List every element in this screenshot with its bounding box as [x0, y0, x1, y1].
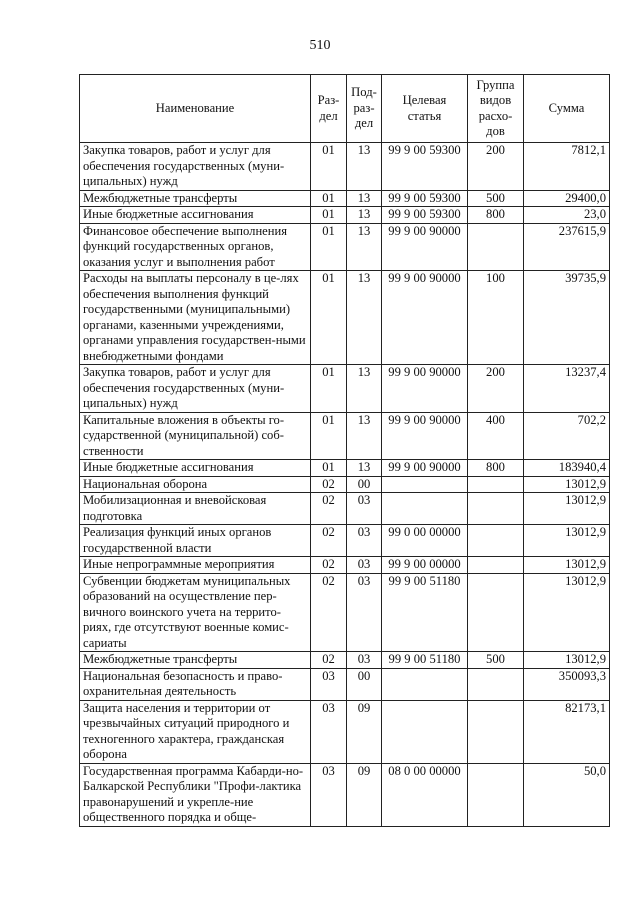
- row-target: 99 9 00 90000: [382, 460, 468, 477]
- row-target: 99 9 00 59300: [382, 207, 468, 224]
- table-row: [80, 223, 610, 271]
- page-number: 510: [309, 38, 331, 53]
- row-subsection: 13: [347, 207, 382, 224]
- row-name: Межбюджетные трансферты: [80, 652, 311, 669]
- row-subsection: 00: [347, 476, 382, 493]
- row-target: 99 9 00 00000: [382, 557, 468, 574]
- row-target: [382, 668, 468, 700]
- row-group: 500: [468, 652, 524, 669]
- row-amount: 13012,9: [524, 652, 610, 669]
- row-group: 200: [468, 365, 524, 413]
- row-group: 100: [468, 271, 524, 365]
- row-group: [468, 476, 524, 493]
- row-name: Субвенции бюджетам муниципальных образований на осуществление пер-вичного воинского учета на террито-риях, где отсутствуют военные комис-сариаты: [80, 573, 311, 652]
- row-target: 99 9 00 51180: [382, 652, 468, 669]
- row-name: Расходы на выплаты персоналу в це-лях обеспечения выполнения функций государственными (муниципальными) органами, казенными учреждениями, органами управления государствен-ными внебюджетными фондами: [80, 271, 311, 365]
- table-row: [80, 365, 610, 413]
- row-name: Национальная безопасность и право-охранительная деятельность: [80, 668, 311, 700]
- row-amount: 702,2: [524, 412, 610, 460]
- row-group: [468, 700, 524, 763]
- table-row: [80, 573, 610, 652]
- row-section: 01: [311, 190, 347, 207]
- row-section: 02: [311, 557, 347, 574]
- row-group: 800: [468, 460, 524, 477]
- row-amount: 237615,9: [524, 223, 610, 271]
- row-subsection: 13: [347, 190, 382, 207]
- row-target: 99 9 00 59300: [382, 190, 468, 207]
- row-subsection: 09: [347, 700, 382, 763]
- table-row: [80, 207, 610, 224]
- row-group: 200: [468, 143, 524, 191]
- row-group: [468, 223, 524, 271]
- row-name: Межбюджетные трансферты: [80, 190, 311, 207]
- row-section: 01: [311, 460, 347, 477]
- row-amount: 23,0: [524, 207, 610, 224]
- row-name: Закупка товаров, работ и услуг для обеспечения государственных (муни-ципальных) нужд: [80, 143, 311, 191]
- row-target: 99 9 00 90000: [382, 223, 468, 271]
- row-subsection: 09: [347, 763, 382, 826]
- row-section: 01: [311, 223, 347, 271]
- table-row: [80, 143, 610, 191]
- row-target: 99 9 00 59300: [382, 143, 468, 191]
- row-amount: 29400,0: [524, 190, 610, 207]
- table-row: [80, 493, 610, 525]
- row-group: 800: [468, 207, 524, 224]
- row-section: 03: [311, 700, 347, 763]
- row-name: Национальная оборона: [80, 476, 311, 493]
- row-subsection: 03: [347, 573, 382, 652]
- row-subsection: 03: [347, 652, 382, 669]
- table-row: [80, 700, 610, 763]
- table-row: [80, 190, 610, 207]
- row-group: [468, 493, 524, 525]
- row-target: [382, 476, 468, 493]
- row-amount: 13237,4: [524, 365, 610, 413]
- row-target: 99 9 00 90000: [382, 412, 468, 460]
- row-subsection: 13: [347, 223, 382, 271]
- row-amount: 50,0: [524, 763, 610, 826]
- table-row: [80, 525, 610, 557]
- row-name: Иные непрограммные мероприятия: [80, 557, 311, 574]
- table-row: [80, 652, 610, 669]
- row-target: [382, 700, 468, 763]
- row-target: 99 9 00 90000: [382, 271, 468, 365]
- row-target: 99 0 00 00000: [382, 525, 468, 557]
- row-name: Мобилизационная и вневойсковая подготовка: [80, 493, 311, 525]
- row-subsection: 03: [347, 557, 382, 574]
- table-row: [80, 271, 610, 365]
- row-amount: 13012,9: [524, 476, 610, 493]
- table-row: [80, 476, 610, 493]
- row-group: [468, 668, 524, 700]
- table-row: [80, 763, 610, 826]
- row-group: 400: [468, 412, 524, 460]
- row-subsection: 13: [347, 271, 382, 365]
- row-target: 99 9 00 51180: [382, 573, 468, 652]
- row-amount: 39735,9: [524, 271, 610, 365]
- row-section: 02: [311, 573, 347, 652]
- row-section: 01: [311, 143, 347, 191]
- row-subsection: 13: [347, 460, 382, 477]
- row-amount: 82173,1: [524, 700, 610, 763]
- row-subsection: 13: [347, 365, 382, 413]
- row-name: Финансовое обеспечение выполнения функций государственных органов, оказания услуг и выполнения работ: [80, 223, 311, 271]
- header-section: Раз- дел: [311, 75, 347, 143]
- budget-table: [79, 74, 610, 827]
- row-section: 03: [311, 668, 347, 700]
- row-target: 99 9 00 90000: [382, 365, 468, 413]
- header-amount: Сумма: [524, 75, 610, 143]
- row-section: 03: [311, 763, 347, 826]
- row-subsection: 03: [347, 525, 382, 557]
- row-section: 02: [311, 652, 347, 669]
- row-amount: 13012,9: [524, 557, 610, 574]
- row-section: 01: [311, 365, 347, 413]
- row-amount: 13012,9: [524, 493, 610, 525]
- header-target: Целевая статья: [382, 75, 468, 143]
- row-section: 01: [311, 412, 347, 460]
- row-name: Иные бюджетные ассигнования: [80, 207, 311, 224]
- row-name: Государственная программа Кабарди-но-Балкарской Республики "Профи-лактика правонарушений и укрепле-ние общественного порядка и обще-: [80, 763, 311, 826]
- header-expense-group: Группа видов расхо- дов: [468, 75, 524, 143]
- row-amount: 13012,9: [524, 525, 610, 557]
- row-section: 01: [311, 207, 347, 224]
- row-group: [468, 573, 524, 652]
- row-name: Реализация функций иных органов государственной власти: [80, 525, 311, 557]
- row-amount: 350093,3: [524, 668, 610, 700]
- row-group: [468, 763, 524, 826]
- row-name: Защита населения и территории от чрезвычайных ситуаций природного и техногенного характера, гражданская оборона: [80, 700, 311, 763]
- header-subsection: Под- раз- дел: [347, 75, 382, 143]
- row-subsection: 03: [347, 493, 382, 525]
- row-group: [468, 557, 524, 574]
- table-row: [80, 412, 610, 460]
- row-subsection: 13: [347, 143, 382, 191]
- table-header-row: [80, 75, 610, 143]
- row-group: [468, 525, 524, 557]
- row-amount: 13012,9: [524, 573, 610, 652]
- row-section: 02: [311, 476, 347, 493]
- row-section: 02: [311, 493, 347, 525]
- row-name: Капитальные вложения в объекты го-сударственной (муниципальной) соб-ственности: [80, 412, 311, 460]
- row-name: Закупка товаров, работ и услуг для обеспечения государственных (муни-ципальных) нужд: [80, 365, 311, 413]
- row-amount: 7812,1: [524, 143, 610, 191]
- row-target: 08 0 00 00000: [382, 763, 468, 826]
- row-subsection: 00: [347, 668, 382, 700]
- table-row: [80, 557, 610, 574]
- row-section: 01: [311, 271, 347, 365]
- row-target: [382, 493, 468, 525]
- table-row: [80, 668, 610, 700]
- row-name: Иные бюджетные ассигнования: [80, 460, 311, 477]
- table-row: [80, 460, 610, 477]
- row-group: 500: [468, 190, 524, 207]
- row-subsection: 13: [347, 412, 382, 460]
- header-name: Наименование: [80, 75, 311, 143]
- row-section: 02: [311, 525, 347, 557]
- row-amount: 183940,4: [524, 460, 610, 477]
